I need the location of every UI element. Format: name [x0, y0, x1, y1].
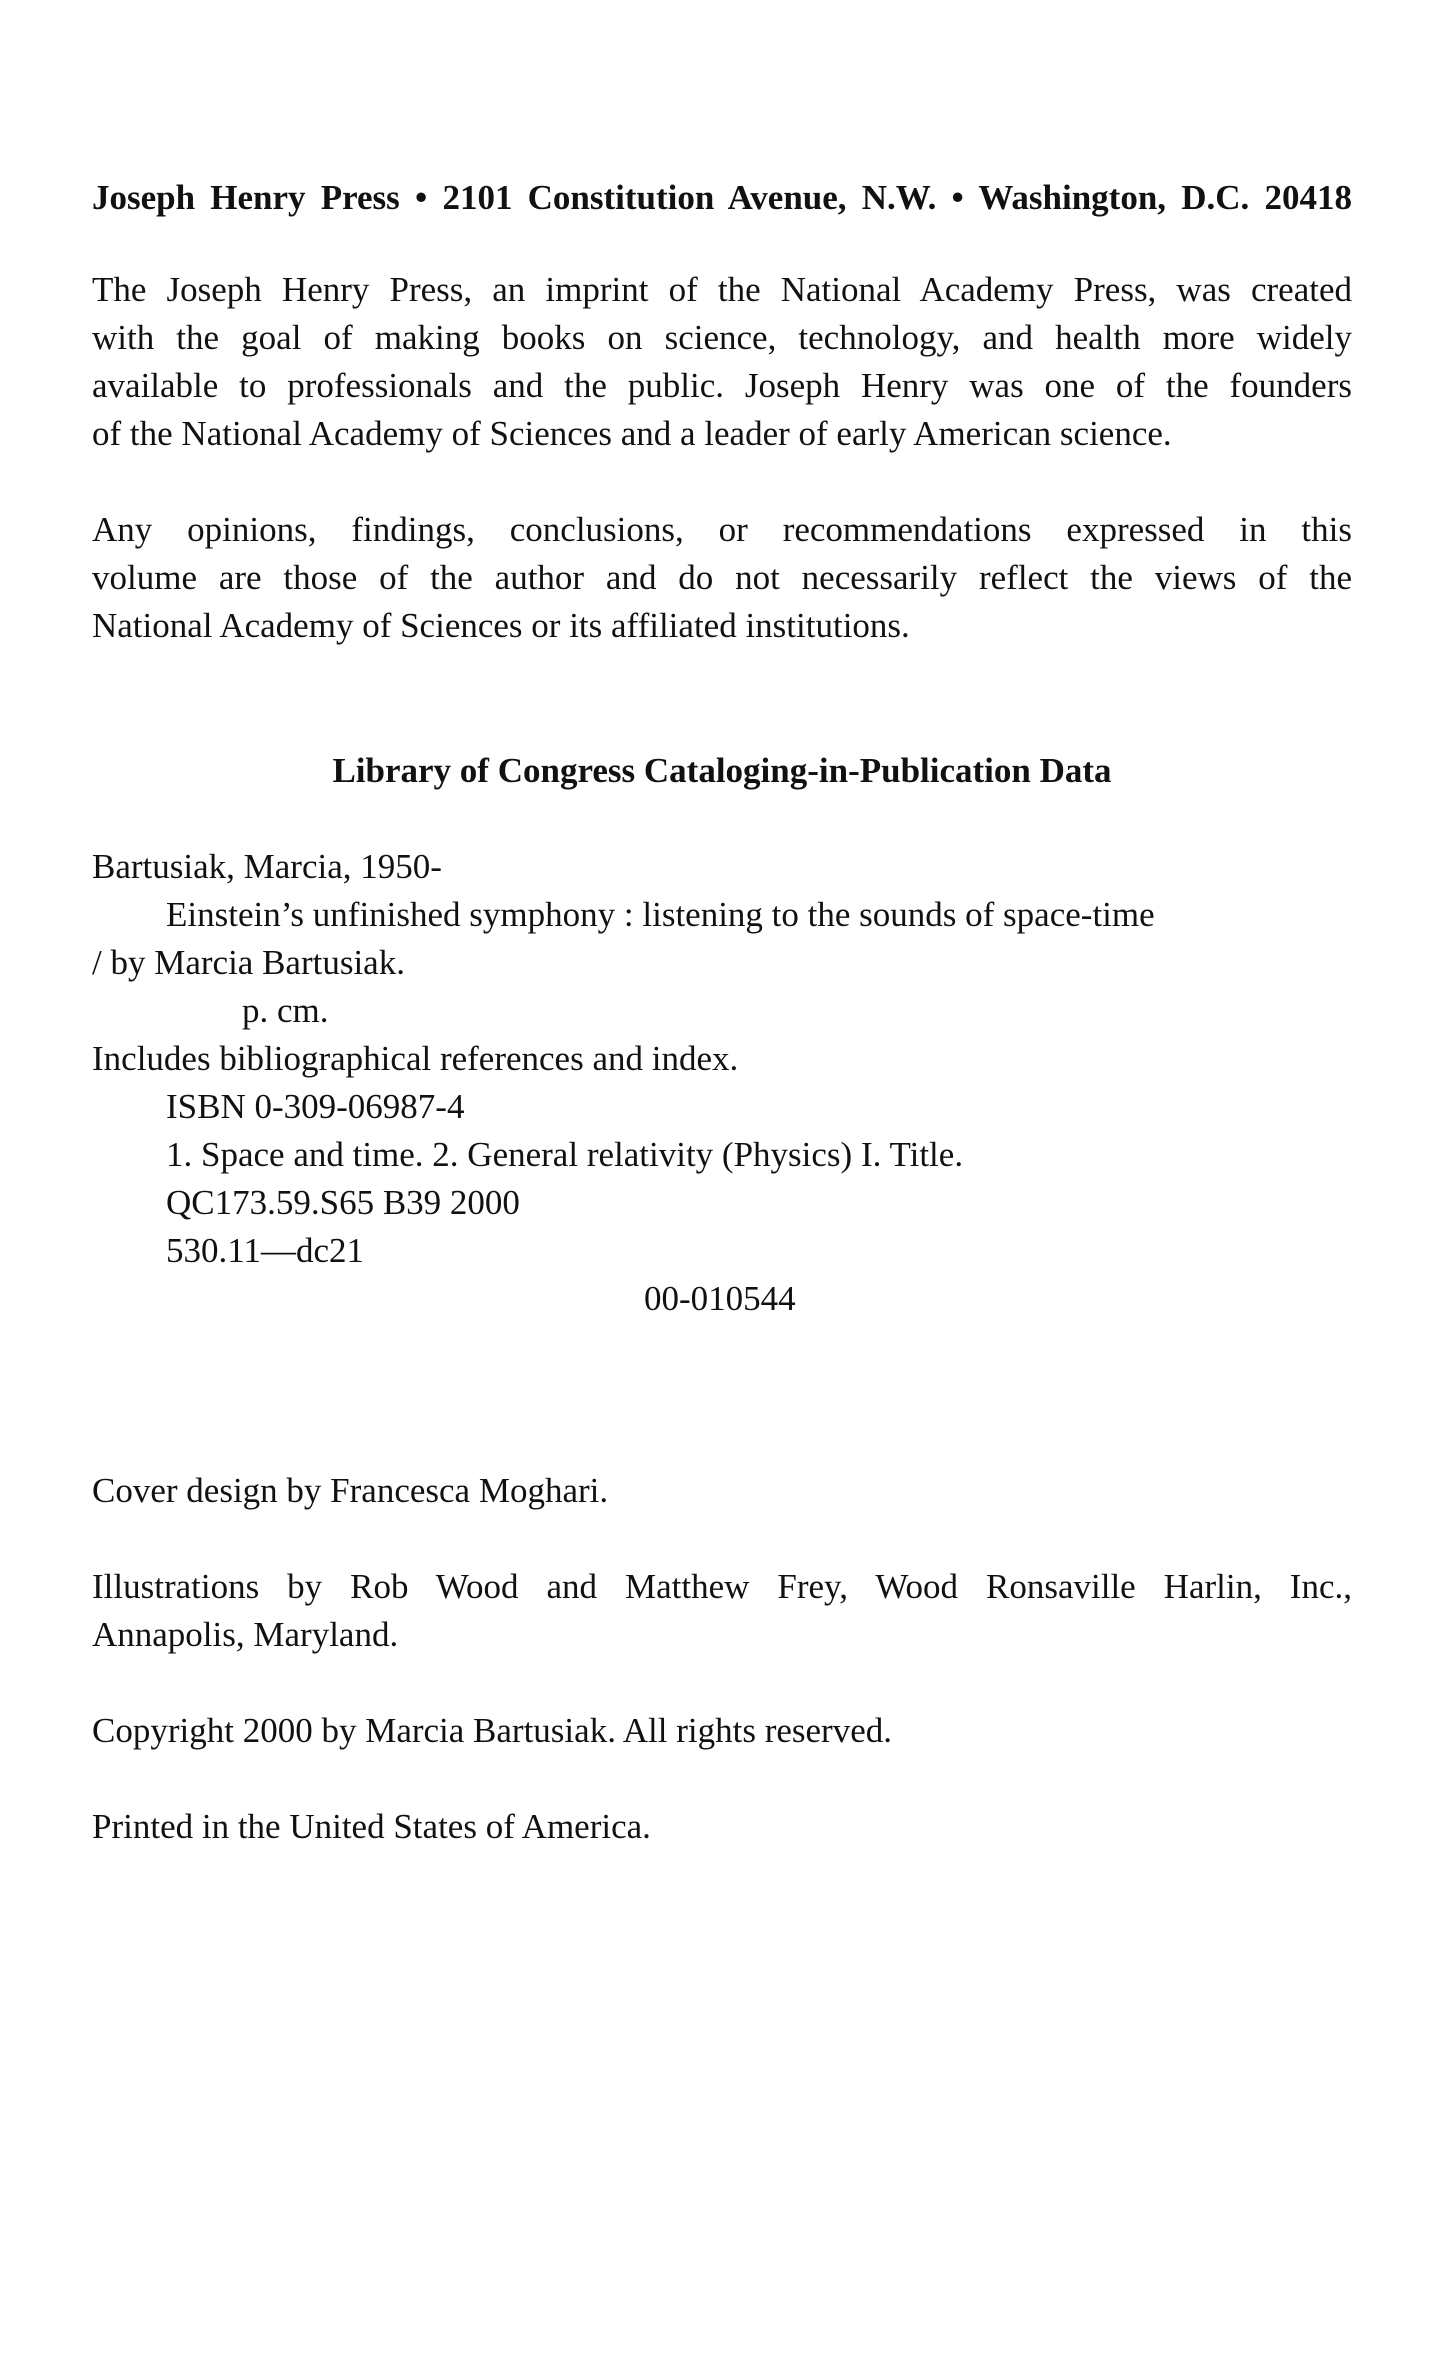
cip-title-line-1: Einstein’s unfinished symphony : listening to the sounds of space-time	[166, 895, 1155, 934]
cip-isbn: ISBN 0-309-06987-4	[166, 1087, 465, 1126]
disclaimer-line-1: Any opinions, findings, conclusions, or recommendations expressed in this	[92, 510, 1352, 549]
illustrations-credit-line-1: Illustrations by Rob Wood and Matthew Frey, Wood Ronsaville Harlin, Inc.,	[92, 1567, 1352, 1606]
illustrations-credit-line-2: Annapolis, Maryland.	[92, 1615, 399, 1654]
cip-dewey: 530.11—dc21	[166, 1231, 364, 1270]
cip-lccn: 00-010544	[644, 1279, 796, 1318]
about-line-3: available to professionals and the public. Joseph Henry was one of the founders	[92, 366, 1352, 405]
publisher-address-line: Joseph Henry Press • 2101 Constitution Avenue, N.W. • Washington, D.C. 20418	[92, 178, 1352, 217]
cover-credit: Cover design by Francesca Moghari.	[92, 1471, 609, 1510]
cip-author: Bartusiak, Marcia, 1950-	[92, 847, 442, 886]
disclaimer-line-2: volume are those of the author and do not necessarily reflect the views of the	[92, 558, 1352, 597]
cip-lc-class: QC173.59.S65 B39 2000	[166, 1183, 520, 1222]
printed-in-notice: Printed in the United States of America.	[92, 1807, 651, 1846]
about-line-4: of the National Academy of Sciences and a leader of early American science.	[92, 414, 1172, 453]
about-line-1: The Joseph Henry Press, an imprint of the National Academy Press, was created	[92, 270, 1352, 309]
cip-heading: Library of Congress Cataloging-in-Publication Data	[332, 751, 1112, 790]
about-line-2: with the goal of making books on science, technology, and health more widely	[92, 318, 1352, 357]
cip-subjects: 1. Space and time. 2. General relativity (Physics) I. Title.	[166, 1135, 964, 1174]
cip-pagination: p. cm.	[242, 991, 329, 1030]
copyright-notice: Copyright 2000 by Marcia Bartusiak. All rights reserved.	[92, 1711, 892, 1750]
cip-title-line-2: / by Marcia Bartusiak.	[92, 943, 405, 982]
cip-notes: Includes bibliographical references and index.	[92, 1039, 739, 1078]
disclaimer-line-3: National Academy of Sciences or its affiliated institutions.	[92, 606, 910, 645]
